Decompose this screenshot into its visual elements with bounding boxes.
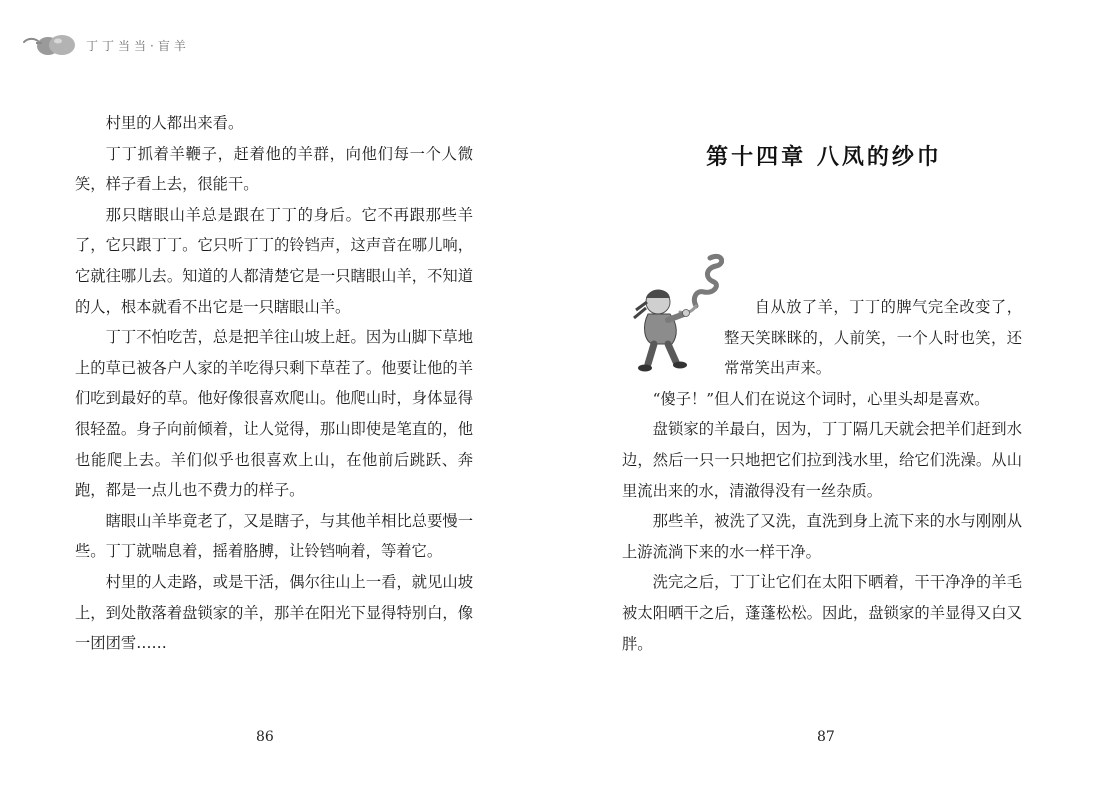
paragraph: 丁丁抓着羊鞭子，赶着他的羊群，向他们每一个人微笑，样子看上去，很能干。 <box>75 144 473 194</box>
paragraph: 瞎眼山羊毕竟老了，又是瞎子，与其他羊相比总要慢一些。丁丁就喘息着，摇着胳膊，让铃铛响着，等着它。 <box>75 511 473 561</box>
paragraph: 村里的人都出来看。 <box>105 114 244 132</box>
gourd-logo-icon <box>22 28 80 62</box>
paragraph: 那些羊，被洗了又洗，直洗到身上流下来的水与刚刚从上游流淌下来的水一样干净。 <box>622 512 1022 561</box>
running-header <box>22 28 190 62</box>
paragraph: 村里的人走路，或是干活，偶尔往山上一看，就见山坡上，到处散落着盘锁家的羊，那羊在阳光下显得特别白，像一团团雪…… <box>75 572 473 653</box>
paragraph: 自从放了羊，丁丁的脾气完全改变了，整天笑眯眯的，人前笑，一个人时也笑，还常常笑出声来。 <box>724 298 1022 378</box>
paragraph: 洗完之后，丁丁让它们在太阳下晒着，干干净净的羊毛被太阳晒干之后，蓬蓬松松。因此，盘锁家的羊显得又白又胖。 <box>622 573 1022 653</box>
paragraph: 丁丁不怕吃苦，总是把羊往山坡上赶。因为山脚下草地上的草已被各户人家的羊吃得只剩下草茬了。他要让他的羊们吃到最好的草。他好像很喜欢爬山。他爬山时，身体显得很轻盈。身子向前倾着，让人觉得，那山即使是笔直的，他也能爬上去。羊们似乎也很喜欢上山，在他前后跳跃、奔跑，都是一点儿也不费力的样子。 <box>75 328 473 500</box>
child-with-scarf-illustration <box>622 252 724 382</box>
paragraph: 那只瞎眼山羊总是跟在丁丁的身后。它不再跟那些羊了，它只跟丁丁。它只听丁丁的铃铛声，这声音在哪儿响，它就往哪儿去。知道的人都清楚它是一只瞎眼山羊，不知道的人，根本就看不出它是一只瞎眼山羊。 <box>75 205 473 316</box>
right-page-text <box>622 292 1022 659</box>
chapter-title: 第十四章 八凤的纱巾 <box>706 144 942 170</box>
left-page-text <box>75 108 473 659</box>
page-number-right: 87 <box>817 729 835 745</box>
page-number-left: 86 <box>256 729 274 745</box>
paragraph: “傻子！”但人们在说这个词时，心里头却是喜欢。 <box>652 389 990 408</box>
series-title: 丁丁当当·盲羊 <box>86 38 190 53</box>
paragraph: 盘锁家的羊最白，因为，丁丁隔几天就会把羊们赶到水边，然后一只一只地把它们拉到浅水里，给它们洗澡。从山里流出来的水，清澈得没有一丝杂质。 <box>622 420 1022 500</box>
